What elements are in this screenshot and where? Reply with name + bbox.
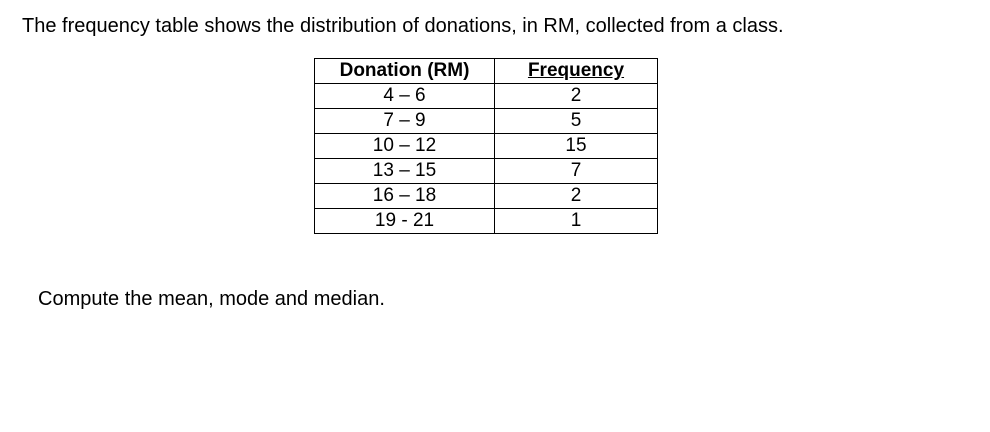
header-donation: Donation (RM) xyxy=(315,59,495,84)
table-row xyxy=(315,134,658,159)
question-text: Compute the mean, mode and median. xyxy=(38,288,385,310)
table-row xyxy=(315,84,658,109)
frequency-table xyxy=(314,58,658,234)
frequency-cell: 5 xyxy=(495,109,658,134)
table-header-row xyxy=(315,59,658,84)
header-frequency: Frequency xyxy=(495,59,658,84)
table-row xyxy=(315,109,658,134)
donation-cell: 16 – 18 xyxy=(315,184,495,209)
donation-cell: 19 - 21 xyxy=(315,209,495,234)
donation-cell: 10 – 12 xyxy=(315,134,495,159)
frequency-cell: 1 xyxy=(495,209,658,234)
frequency-cell: 15 xyxy=(495,134,658,159)
donation-cell: 4 – 6 xyxy=(315,84,495,109)
intro-text: The frequency table shows the distribution of donations, in RM, collected from a class. xyxy=(22,15,784,37)
table-row xyxy=(315,184,658,209)
table-row xyxy=(315,209,658,234)
frequency-cell: 7 xyxy=(495,159,658,184)
donation-cell: 7 – 9 xyxy=(315,109,495,134)
donation-cell: 13 – 15 xyxy=(315,159,495,184)
table-row xyxy=(315,159,658,184)
frequency-cell: 2 xyxy=(495,184,658,209)
frequency-cell: 2 xyxy=(495,84,658,109)
